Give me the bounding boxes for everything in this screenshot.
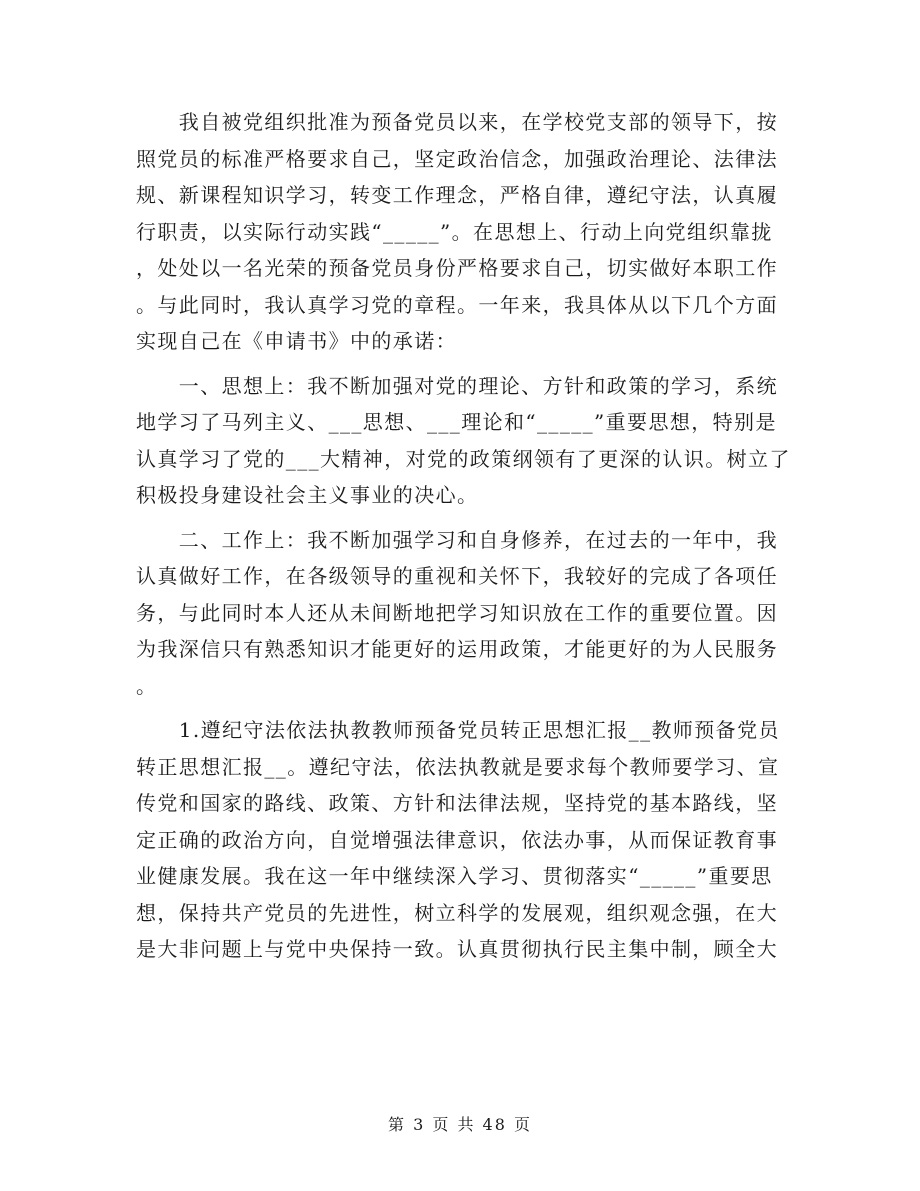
paragraph-work <box>136 522 786 705</box>
paragraph-ideology <box>136 368 791 514</box>
text-line: 转正思想汇报__。遵纪守法，依法执教就是要求每个教师要学习、宣 <box>136 754 780 779</box>
text-line: 业健康发展。我在这一年中继续深入学习、贯彻落实“_____”重要思 <box>136 864 773 888</box>
text-line: 定正确的政治方向，自觉增强法律意识，依法办事，从而保证教育事 <box>136 827 778 852</box>
text-line: 行职责，以实际行动实践“_____”。在思想上、行动上向党组织靠拢 <box>136 219 773 244</box>
text-line: 认真做好工作，在各级领导的重视和关怀下，我较好的完成了各项任 <box>136 564 778 588</box>
text-line: 1.遵纪守法依法执教教师预备党员转正思想汇报__教师预备党员 <box>136 718 780 742</box>
text-line: 地学习了马列主义、___思想、___理论和“_____”重要思想，特别是 <box>136 410 777 434</box>
text-line: 二、工作上：我不断加强学习和自身修养，在过去的一年中，我 <box>136 527 778 552</box>
text-line: 规、新课程知识学习，转变工作理念，严格自律，遵纪守法，认真履 <box>136 183 778 207</box>
text-line: 为我深信只有熟悉知识才能更好的运用政策，才能更好的为人民服务 <box>136 637 778 661</box>
paragraph-law <box>136 712 786 968</box>
text-line: 认真学习了党的___大精神，对党的政策纲领有了更深的认识。树立了 <box>136 446 791 471</box>
paragraph-gap <box>136 360 786 368</box>
paragraph-gap <box>136 704 786 712</box>
text-line: 照党员的标准严格要求自己，坚定政治信念，加强政治理论、法律法 <box>136 146 778 171</box>
text-line: 积极投身建设社会主义事业的决心。 <box>136 483 479 507</box>
text-line: 实现自己在《申请书》中的承诺： <box>136 329 457 353</box>
paragraph-gap <box>136 514 786 522</box>
text-line: 我自被党组织批准为预备党员以来，在学校党支部的领导下，按 <box>136 110 778 134</box>
text-line: 是大非问题上与党中央保持一致。认真贯彻执行民主集中制，顾全大 <box>136 937 778 961</box>
text-line: ，处处以一名光荣的预备党员身份严格要求自己，切实做好本职工作 <box>136 256 778 280</box>
paragraph-intro <box>136 104 786 360</box>
page-number-footer: 第 3 页 共 48 页 <box>388 1115 532 1134</box>
document-body <box>136 104 791 968</box>
text-line: 传党和国家的路线、政策、方针和法律法规，坚持党的基本路线，坚 <box>136 791 778 815</box>
text-line: 。与此同时，我认真学习党的章程。一年来，我具体从以下几个方面 <box>136 292 778 317</box>
text-line: 。 <box>136 673 158 698</box>
text-line: 务，与此同时本人还从未间断地把学习知识放在工作的重要位置。因 <box>136 600 778 625</box>
text-line: 一、思想上：我不断加强对党的理论、方针和政策的学习，系统 <box>136 373 778 398</box>
text-line: 想，保持共产党员的先进性，树立科学的发展观，组织观念强，在大 <box>136 900 778 925</box>
